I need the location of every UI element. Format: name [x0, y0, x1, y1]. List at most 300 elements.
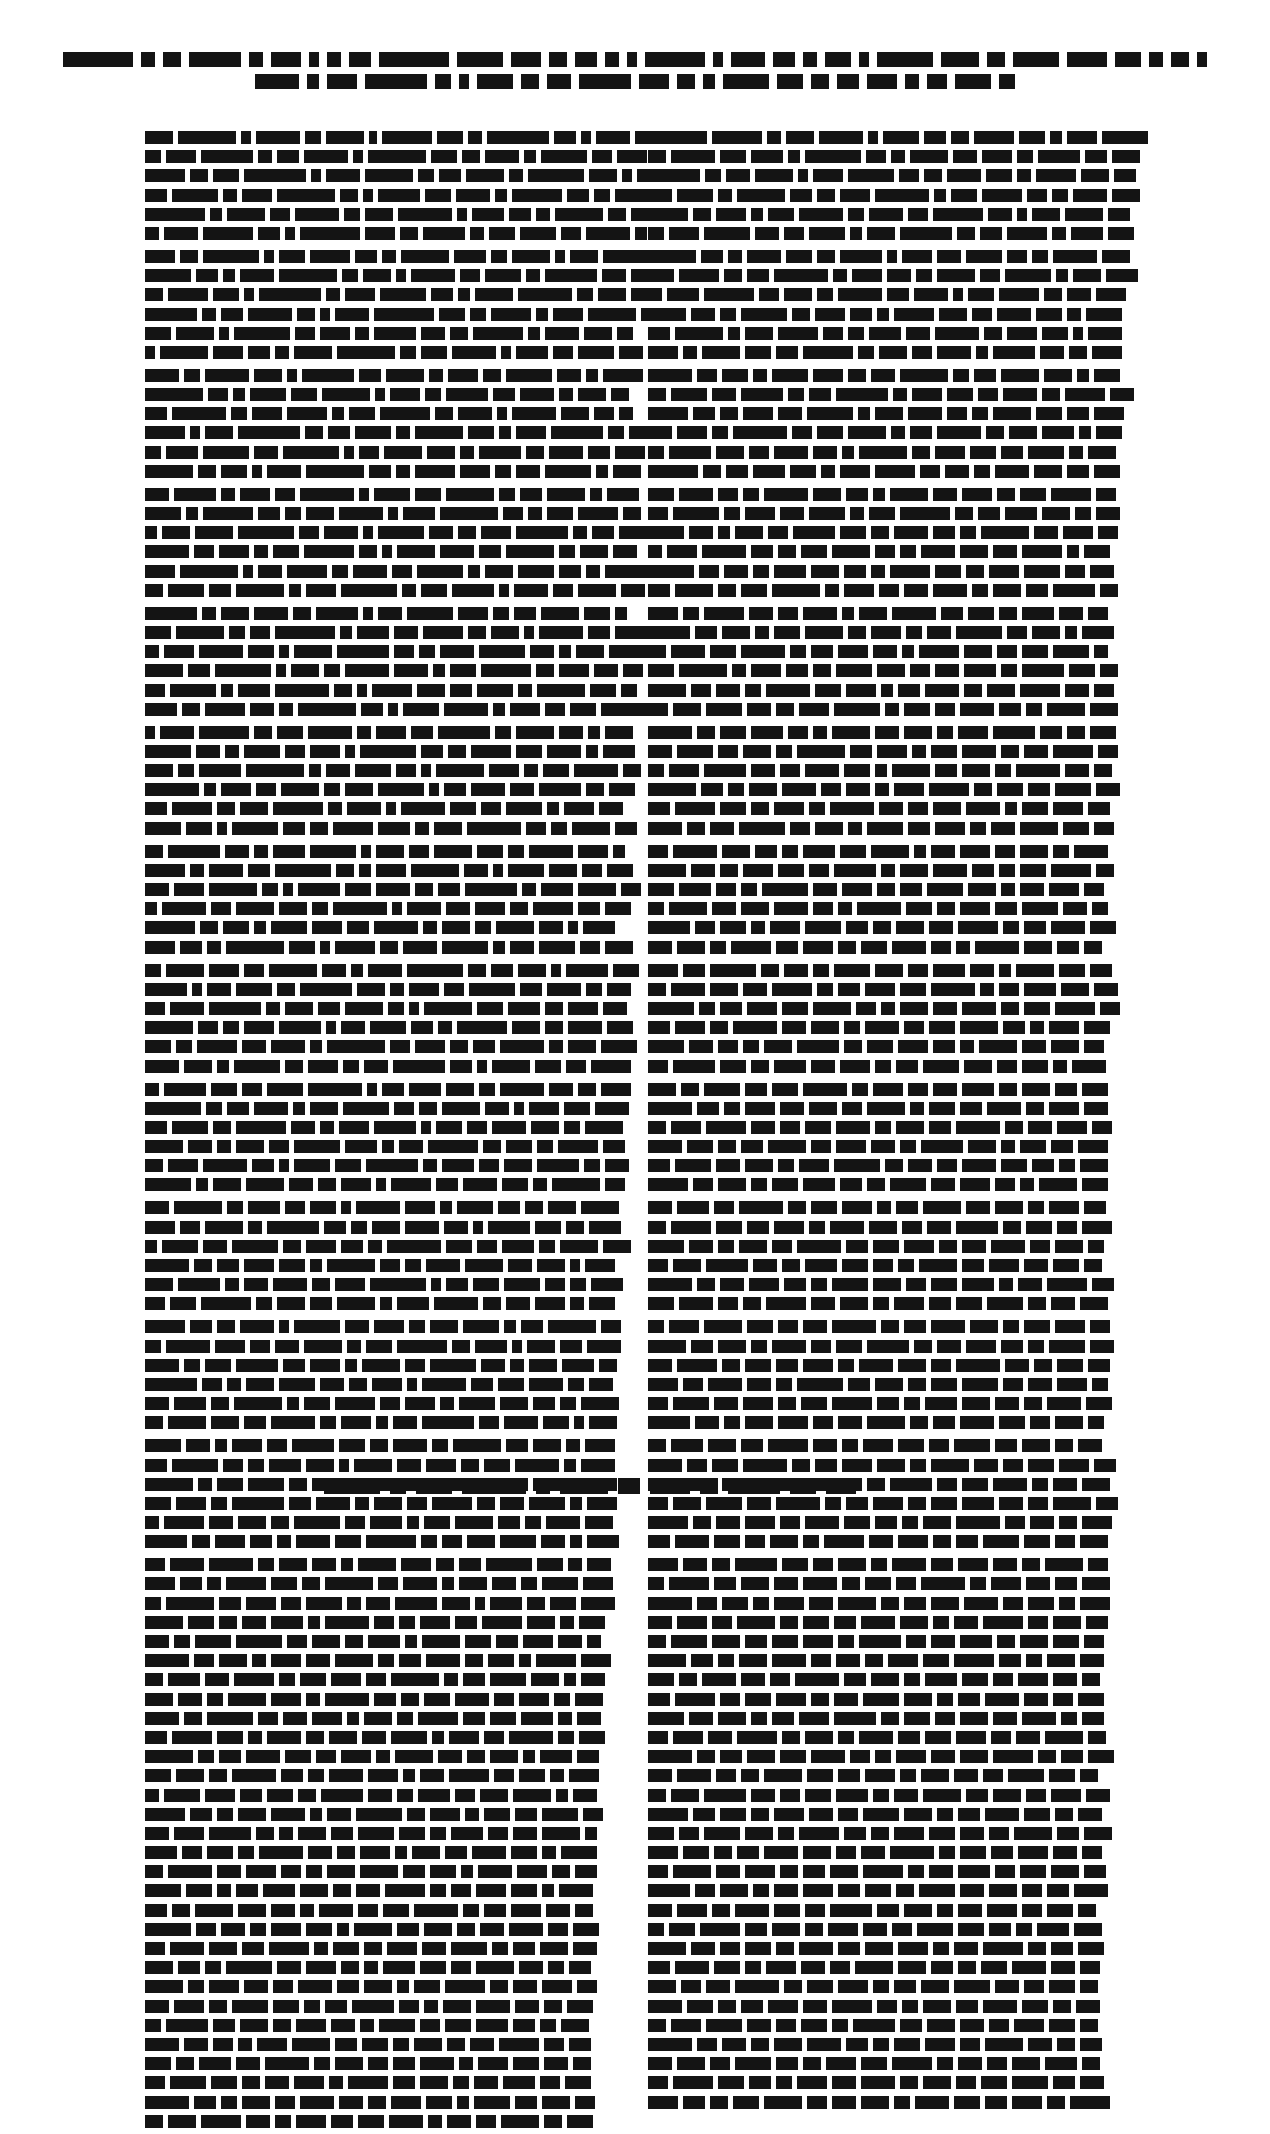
redaction-bar	[526, 822, 546, 835]
redaction-bar	[578, 883, 616, 896]
redaction-bar	[799, 1159, 829, 1172]
redaction-bar	[877, 2000, 897, 2013]
redaction-bar	[772, 1083, 798, 1096]
redaction-bar	[559, 664, 589, 677]
redaction-bar	[935, 327, 979, 340]
redaction-bar	[621, 883, 641, 896]
redaction-bar	[997, 645, 1017, 658]
redaction-bar	[861, 941, 887, 954]
redaction-bar	[409, 1002, 419, 1015]
redaction-bar	[588, 446, 610, 459]
redaction-bar	[463, 1904, 479, 1917]
redaction-bar	[207, 1577, 221, 1590]
redaction-bar	[681, 1980, 701, 1993]
redaction-bar	[830, 1961, 850, 1974]
redaction-bar	[875, 1750, 891, 1763]
redaction-bar	[873, 1278, 901, 1291]
redaction-bar	[697, 726, 715, 739]
redaction-bar	[314, 1942, 328, 1955]
redaction-bar	[747, 1002, 777, 1015]
redaction-bar	[211, 1416, 239, 1429]
redaction-bar	[504, 1320, 516, 1333]
redaction-bar	[359, 488, 369, 501]
redaction-bar	[974, 1459, 998, 1472]
redaction-bar	[648, 664, 674, 677]
redaction-bar	[755, 227, 779, 240]
redaction-bar	[939, 308, 967, 321]
redaction-bar	[826, 1478, 856, 1494]
redaction-bar	[908, 1865, 924, 1878]
redaction-bar	[360, 2019, 374, 2032]
redaction-bar	[160, 346, 208, 359]
redaction-bar	[807, 2038, 841, 2051]
redaction-bar	[587, 1497, 617, 1510]
redaction-bar	[803, 1635, 833, 1648]
redacted-text-line	[648, 764, 1096, 777]
redaction-bar	[270, 208, 290, 221]
redaction-bar	[393, 2038, 409, 2051]
redaction-bar	[811, 1278, 827, 1291]
redaction-bar	[588, 726, 600, 739]
redaction-bar	[277, 189, 335, 202]
redaction-bar	[838, 1597, 876, 1610]
redaction-bar	[743, 745, 771, 758]
redaction-bar	[941, 52, 979, 67]
redacted-text-line	[648, 327, 1096, 340]
redaction-bar	[145, 983, 187, 996]
redaction-bar	[974, 131, 1014, 144]
redaction-bar	[458, 526, 476, 539]
redaction-bar	[362, 1359, 400, 1372]
redaction-bar	[586, 783, 604, 796]
redaction-bar	[308, 1083, 362, 1096]
redaction-bar	[931, 1320, 965, 1333]
redaction-bar	[545, 703, 565, 716]
redaction-bar	[881, 1320, 899, 1333]
redaction-bar	[927, 883, 963, 896]
redaction-bar	[732, 664, 746, 677]
redaction-bar	[951, 131, 969, 144]
redaction-bar	[753, 369, 767, 382]
redaction-bar	[355, 1497, 369, 1510]
redaction-bar	[825, 1497, 841, 1510]
redaction-bar	[457, 2096, 469, 2109]
redaction-bar	[421, 745, 443, 758]
redaction-bar	[302, 1577, 320, 1590]
redaction-bar	[145, 1942, 165, 1955]
redaction-bar	[366, 1597, 390, 1610]
redaction-bar	[232, 1769, 276, 1782]
redaction-bar	[513, 2057, 539, 2070]
redaction-bar	[343, 1102, 389, 1115]
redaction-bar	[993, 1558, 1017, 1571]
redaction-bar	[397, 1789, 413, 1802]
redaction-bar	[307, 74, 319, 89]
redaction-bar	[329, 2076, 343, 2089]
redaction-bar	[298, 1980, 332, 1993]
redaction-bar	[540, 1942, 568, 1955]
redaction-bar	[316, 1750, 336, 1763]
redaction-bar	[1032, 208, 1060, 221]
redaction-bar	[701, 783, 723, 796]
redaction-bar	[345, 664, 389, 677]
redacted-text-line	[145, 1750, 593, 1763]
redaction-bar	[776, 941, 798, 954]
redaction-bar	[209, 1980, 239, 1993]
redaction-bar	[396, 426, 410, 439]
redaction-bar	[449, 1731, 479, 1744]
redaction-bar	[429, 526, 453, 539]
redaction-bar	[1086, 1397, 1112, 1410]
redaction-bar	[310, 1359, 340, 1372]
redaction-bar	[335, 941, 375, 954]
redaction-bar	[1096, 507, 1120, 520]
redaction-bar	[348, 2076, 388, 2089]
redaction-bar	[937, 1693, 953, 1706]
redaction-bar	[279, 1378, 315, 1391]
redaction-bar	[459, 1558, 481, 1571]
redaction-bar	[671, 1439, 703, 1452]
redaction-bar	[924, 169, 942, 182]
redaction-bar	[772, 1635, 798, 1648]
redaction-bar	[190, 169, 208, 182]
redaction-bar	[960, 2019, 984, 2032]
redaction-bar	[605, 941, 633, 954]
redaction-bar	[900, 1616, 928, 1629]
redaction-bar	[850, 507, 864, 520]
redaction-bar	[586, 369, 598, 382]
redaction-bar	[648, 607, 678, 620]
redaction-bar	[296, 2019, 326, 2032]
redaction-bar	[774, 626, 800, 639]
redaction-bar	[983, 2000, 1017, 2013]
redaction-bar	[347, 1712, 359, 1725]
redaction-bar	[867, 1102, 905, 1115]
redaction-bar	[931, 983, 975, 996]
redaction-bar	[648, 269, 674, 282]
redaction-bar	[223, 189, 237, 202]
redacted-text-line	[145, 1769, 593, 1782]
redaction-bar	[923, 1060, 959, 1073]
redaction-bar	[838, 645, 868, 658]
redaction-bar	[448, 369, 478, 382]
redaction-bar	[1026, 1654, 1042, 1667]
redaction-bar	[648, 1654, 686, 1667]
redaction-bar	[871, 1558, 887, 1571]
redaction-bar	[891, 150, 905, 163]
redaction-bar	[904, 584, 928, 597]
redaction-bar	[743, 864, 773, 877]
redaction-bar	[805, 150, 861, 163]
redaction-bar	[1018, 1673, 1048, 1686]
redaction-bar	[875, 1516, 897, 1529]
redaction-bar	[797, 1378, 843, 1391]
redaction-bar	[341, 584, 397, 597]
redaction-bar	[537, 684, 585, 697]
redaction-bar	[145, 645, 159, 658]
redaction-bar	[1053, 1635, 1079, 1648]
redacted-text-line	[648, 1789, 1096, 1802]
redaction-bar	[962, 745, 996, 758]
redaction-bar	[221, 465, 247, 478]
redaction-bar	[306, 1459, 334, 1472]
redaction-bar	[551, 426, 603, 439]
redaction-bar	[706, 703, 742, 716]
redaction-bar	[244, 1259, 274, 1272]
redaction-bar	[478, 1865, 512, 1878]
redaction-bar	[724, 1416, 740, 1429]
redaction-bar	[970, 964, 994, 977]
redaction-bar	[832, 2096, 856, 2109]
redaction-bar	[648, 1159, 670, 1172]
redaction-bar	[558, 1635, 582, 1648]
redaction-bar	[399, 2000, 419, 2013]
redaction-bar	[1024, 745, 1048, 758]
redaction-bar	[848, 822, 862, 835]
redaction-bar	[900, 983, 926, 996]
redaction-bar	[265, 2076, 289, 2089]
redaction-bar	[691, 308, 715, 321]
redaction-bar	[271, 1040, 305, 1053]
redacted-text-line	[648, 1904, 1096, 1917]
redaction-bar	[552, 1865, 570, 1878]
redaction-bar	[793, 526, 835, 539]
redaction-bar	[573, 526, 587, 539]
redaction-bar	[442, 1159, 474, 1172]
redaction-bar	[751, 2038, 769, 2051]
redaction-bar	[1028, 1121, 1052, 1134]
redaction-bar	[464, 864, 488, 877]
redaction-bar	[226, 1961, 272, 1974]
redaction-bar	[976, 346, 988, 359]
redaction-bar	[145, 1516, 159, 1529]
redaction-bar	[974, 783, 992, 796]
redacted-text-line	[648, 745, 1096, 758]
redaction-bar	[498, 1378, 524, 1391]
redacted-text-line	[648, 1616, 1096, 1629]
redaction-bar	[188, 1616, 214, 1629]
redaction-bar	[445, 1980, 485, 1993]
redaction-bar	[145, 2096, 189, 2109]
redacted-text-line	[145, 1459, 593, 1472]
redacted-text-line	[145, 346, 593, 359]
redaction-bar	[803, 1884, 833, 1897]
redaction-bar	[935, 764, 957, 777]
redaction-bar	[188, 1980, 204, 1993]
redaction-bar	[669, 446, 711, 459]
redaction-bar	[840, 1297, 868, 1310]
redaction-bar	[1072, 1060, 1106, 1073]
redacted-text-line	[145, 1083, 593, 1096]
redaction-bar	[803, 1359, 833, 1372]
redaction-bar	[221, 607, 249, 620]
redaction-bar	[450, 664, 476, 677]
redaction-bar	[451, 1961, 471, 1974]
redaction-bar	[683, 2096, 705, 2109]
redaction-bar	[648, 2096, 678, 2109]
redaction-bar	[232, 822, 278, 835]
redaction-bar	[798, 169, 808, 182]
redaction-bar	[937, 2057, 953, 2070]
redaction-bar	[747, 1221, 769, 1234]
redaction-bar	[236, 1140, 264, 1153]
redaction-bar	[1080, 2019, 1098, 2032]
redaction-bar	[493, 607, 509, 620]
redaction-bar	[566, 1221, 584, 1234]
redacted-text-line	[648, 1497, 1096, 1510]
redaction-bar	[1003, 1597, 1023, 1610]
redaction-bar	[393, 1060, 445, 1073]
redaction-bar	[362, 1731, 386, 1744]
redaction-bar	[479, 1159, 499, 1172]
redaction-bar	[555, 208, 603, 221]
redaction-bar	[542, 1846, 556, 1859]
redaction-bar	[511, 1846, 537, 1859]
redaction-bar	[751, 1789, 775, 1802]
redaction-bar	[784, 288, 812, 301]
redaction-bar	[1094, 983, 1118, 996]
redaction-bar	[745, 1102, 775, 1115]
redaction-bar	[359, 369, 381, 382]
redaction-bar	[281, 1769, 303, 1782]
redaction-bar	[279, 269, 337, 282]
redaction-bar	[453, 1439, 501, 1452]
redaction-bar	[217, 1259, 239, 1272]
redaction-bar	[271, 1616, 303, 1629]
redaction-bar	[671, 983, 705, 996]
redaction-bar	[529, 1497, 565, 1510]
redaction-bar	[335, 1278, 365, 1291]
redaction-bar	[400, 227, 418, 240]
redaction-bar	[983, 1535, 1019, 1548]
redaction-bar	[363, 526, 373, 539]
redaction-bar	[687, 2000, 713, 2013]
redaction-bar	[203, 1159, 247, 1172]
redaction-bar	[774, 1577, 798, 1590]
redaction-bar	[958, 1923, 984, 1936]
redaction-bar	[293, 607, 311, 620]
redaction-bar	[966, 1201, 990, 1214]
redaction-bar	[1067, 52, 1107, 67]
redacted-text-line	[648, 684, 1096, 697]
redacted-text-line	[648, 526, 1096, 539]
redaction-bar	[813, 488, 841, 501]
redaction-bar	[194, 1259, 212, 1272]
redaction-bar	[704, 1083, 740, 1096]
redaction-bar	[455, 1693, 489, 1706]
redaction-bar	[238, 2038, 252, 2051]
redaction-bar	[921, 1140, 963, 1153]
redaction-bar	[195, 526, 233, 539]
redaction-bar	[712, 388, 736, 401]
redaction-bar	[289, 1497, 311, 1510]
redaction-bar	[618, 1478, 640, 1494]
redaction-bar	[919, 1884, 955, 1897]
redaction-bar	[275, 488, 295, 501]
redaction-bar	[490, 1597, 522, 1610]
redaction-bar	[824, 1535, 864, 1548]
redaction-bar	[273, 2000, 299, 2013]
redaction-bar	[838, 1980, 868, 1993]
redaction-bar	[430, 1808, 460, 1821]
redaction-bar	[273, 845, 305, 858]
redaction-bar	[558, 1140, 598, 1153]
redaction-bar	[209, 1516, 233, 1529]
redaction-bar	[842, 1577, 860, 1590]
redaction-bar	[803, 607, 837, 620]
redaction-bar	[751, 150, 783, 163]
redaction-bar	[964, 664, 996, 677]
redaction-bar	[966, 565, 984, 578]
redaction-bar	[648, 1359, 672, 1372]
redaction-bar	[380, 407, 430, 420]
redaction-bar	[859, 446, 907, 459]
redaction-bar	[1053, 2000, 1071, 2013]
redaction-bar	[778, 864, 804, 877]
redaction-bar	[444, 703, 488, 716]
redaction-bar	[539, 626, 583, 639]
redaction-bar	[308, 1846, 332, 1859]
redaction-bar	[1059, 1516, 1077, 1529]
redaction-bar	[190, 426, 200, 439]
redaction-bar	[931, 1378, 957, 1391]
redaction-bar	[145, 1083, 159, 1096]
redaction-bar	[1028, 446, 1064, 459]
redaction-bar	[964, 684, 982, 697]
redaction-bar	[547, 745, 581, 758]
redaction-bar	[339, 507, 383, 520]
redaction-bar	[279, 1320, 289, 1333]
redaction-bar	[186, 507, 198, 520]
redaction-bar	[774, 1221, 804, 1234]
redaction-bar	[675, 1021, 705, 1034]
redaction-bar	[724, 1102, 740, 1115]
redaction-bar	[890, 1846, 934, 1859]
redaction-bar	[480, 1789, 508, 1802]
redacted-text-line	[145, 1002, 593, 1015]
redaction-bar	[859, 1359, 893, 1372]
redaction-bar	[915, 2096, 949, 2109]
redaction-bar	[305, 426, 323, 439]
redaction-bar	[460, 269, 480, 282]
redaction-bar	[273, 1980, 293, 1993]
redaction-bar	[718, 488, 738, 501]
redaction-bar	[202, 1378, 222, 1391]
redaction-bar	[745, 1961, 761, 1974]
redaction-bar	[958, 1808, 980, 1821]
redaction-bar	[451, 1884, 471, 1897]
redaction-bar	[145, 526, 157, 539]
redaction-bar	[1028, 1616, 1048, 1629]
redacted-text-line	[648, 921, 1096, 934]
redaction-bar	[743, 983, 767, 996]
redaction-bar	[929, 1439, 949, 1452]
redaction-bar	[180, 1577, 202, 1590]
redaction-bar	[737, 1731, 777, 1744]
redaction-bar	[341, 1750, 371, 1763]
redaction-bar	[345, 1359, 357, 1372]
redacted-text-line	[648, 802, 1096, 815]
redaction-bar	[984, 327, 1002, 340]
redaction-bar	[393, 1416, 417, 1429]
redaction-bar	[650, 1478, 690, 1494]
redaction-bar	[240, 269, 274, 282]
redaction-bar	[285, 1002, 313, 1015]
redaction-bar	[424, 1693, 450, 1706]
redaction-bar	[683, 1558, 707, 1571]
redaction-bar	[648, 1439, 666, 1452]
redaction-bar	[162, 902, 206, 915]
